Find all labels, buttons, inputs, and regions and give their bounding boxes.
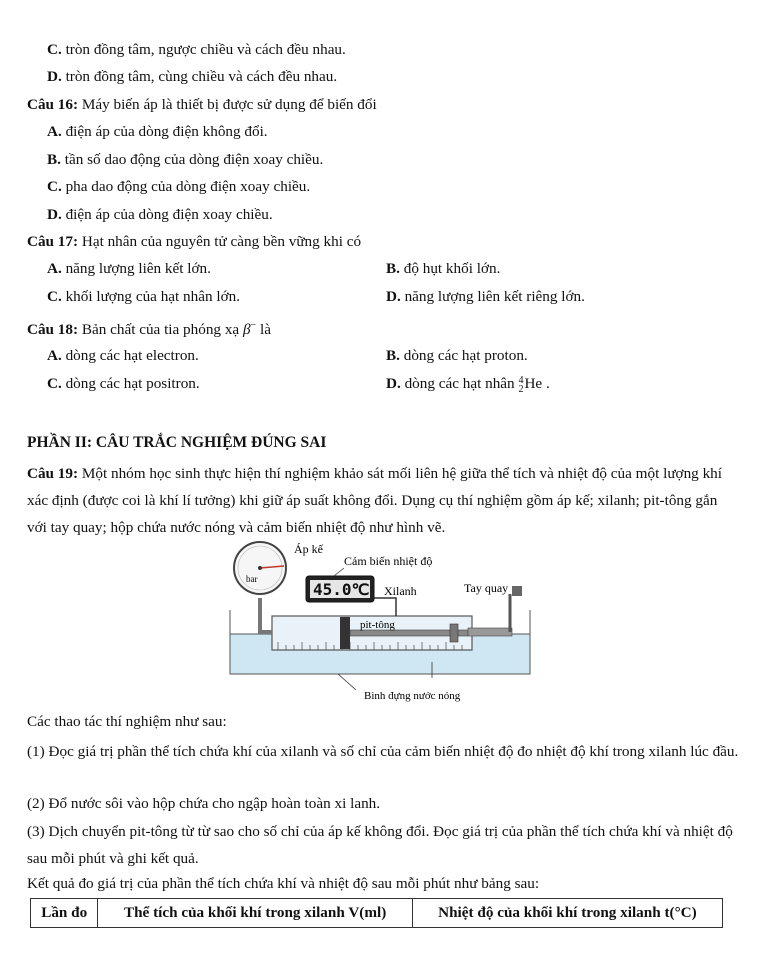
header-nhiet-do: Nhiệt độ của khối khí trong xilanh t(°C) [412,899,722,928]
label-tay-quay: Tay quay [464,581,509,595]
result-intro: Kết quả đo giá trị của phần thể tích chứa khí và nhiệt độ sau mỗi phút như bảng sau: [27,875,540,892]
q18-option-b: B. dòng các hạt proton. [386,347,528,364]
q15-option-c: C. tròn đồng tâm, ngược chiều và cách đều nhau. [47,41,346,58]
label-pit-tong: pit-tông [360,619,395,631]
label-xilanh: Xilanh [384,584,417,598]
q18-option-d: D. dòng các hạt nhân 4 2 He . [386,374,550,395]
gauge-unit-label: bar [246,574,258,584]
q18-stem: Câu 18: Bản chất của tia phóng xạ β− là [27,320,271,339]
part2-title: PHẦN II: CÂU TRẮC NGHIỆM ĐÚNG SAI [27,434,327,451]
piston [340,617,350,649]
q16-option-a: A. điện áp của dòng điện không đổi. [47,123,268,140]
table-header-row [31,899,723,928]
q17-stem: Câu 17: Hạt nhân của nguyên tử càng bền vững khi có [27,233,362,250]
q16-option-b: B. tần số dao động của dòng điện xoay chiều. [47,151,324,168]
step-2: (2) Đổ nước sôi vào hộp chứa cho ngập hoàn toàn xi lanh. [27,795,381,812]
experiment-apparatus-figure [226,538,534,708]
steps-intro: Các thao tác thí nghiệm như sau: [27,713,227,730]
q18-option-a: A. dòng các hạt electron. [47,347,199,364]
header-lan-do: Lần đo [31,899,98,928]
display-reading: 45.0℃ [313,580,370,599]
crank-handle [512,586,522,596]
label-ap-ke: Áp kế [294,542,323,556]
q17-option-a: A. năng lượng liên kết lớn. [47,260,211,277]
label-binh: Bình đựng nước nóng [364,690,461,702]
q15-option-d: D. tròn đồng tâm, cùng chiều và cách đều nhau. [47,68,338,85]
step-3: (3) Dịch chuyển pit-tông từ từ sao cho số chỉ của áp kế không đổi. Đọc giá trị của phần thể tích chứa khí và nhiệt độ sau mỗi phút và ghi kết quả. [27,823,733,867]
step-1: (1) Đọc giá trị phần thể tích chứa khí của xilanh và số chỉ của cảm biến nhiệt độ đo nhiệt độ khí trong xilanh lúc đầu. [27,743,739,760]
q19-stem: Câu 19: Một nhóm học sinh thực hiện thí nghiệm khảo sát mối liên hệ giữa thể tích và nhiệt độ của một lượng khí xác định (được coi là khí lí tưởng) khi giữ áp suất không đổi. Dụng cụ thí nghiệm gồm áp kế; xilanh; pit-tông gắn với tay quay; hộp chứa nước nóng và cảm biến nhiệt độ như hình vẽ. [27,465,722,536]
label-cam-bien: Cảm biến nhiệt độ [344,554,433,568]
q18-option-c: C. dòng các hạt positron. [47,375,200,392]
results-table [30,898,723,928]
beta-symbol: β [242,321,251,339]
q17-option-c: C. khối lượng của hạt nhân lớn. [47,288,241,305]
header-the-tich: Thể tích của khối khí trong xilanh V(ml) [98,899,412,928]
q17-option-d: D. năng lượng liên kết riêng lớn. [386,288,585,305]
q16-stem: Câu 16: Máy biến áp là thiết bị được sử dụng để biến đổi [27,96,377,113]
q16-option-c: C. pha dao động của dòng điện xoay chiều. [47,178,311,195]
q17-option-b: B. độ hụt khối lớn. [386,260,501,277]
q16-option-d: D. điện áp của dòng điện xoay chiều. [47,206,273,223]
